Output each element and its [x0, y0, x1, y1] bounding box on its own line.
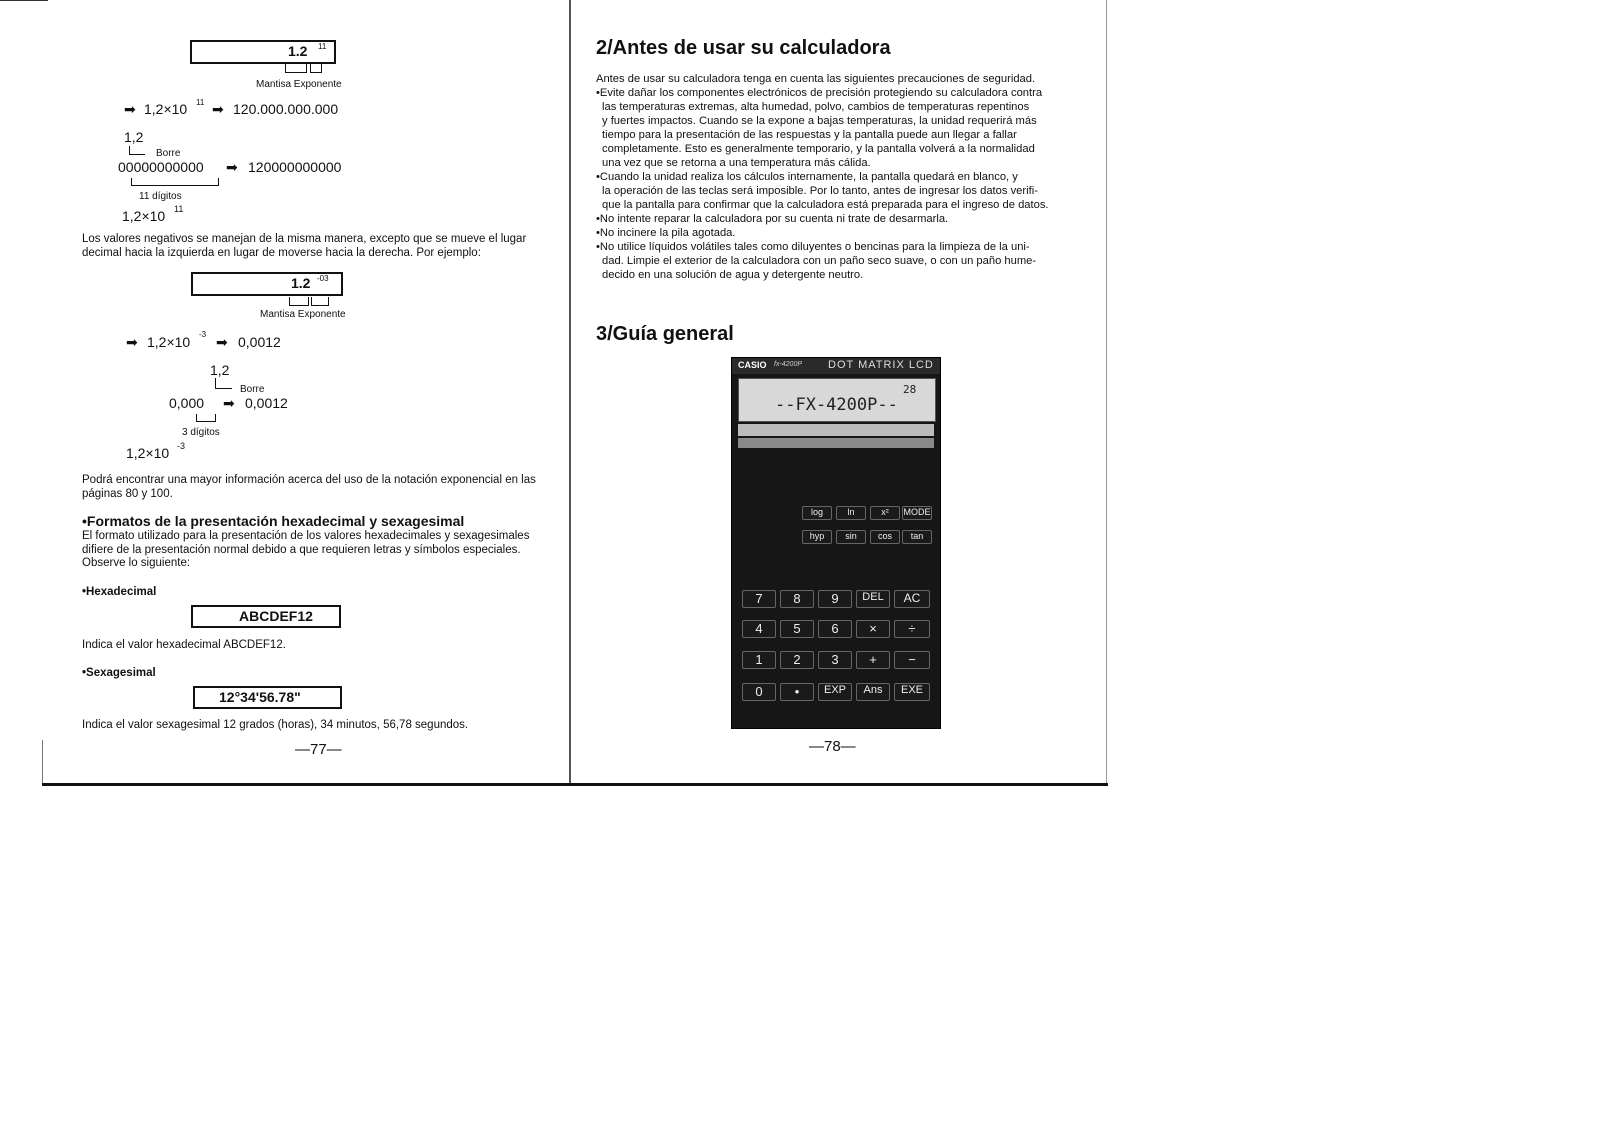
calculator-model: fx-4200P	[774, 361, 803, 368]
line1-exponent: 11	[196, 98, 205, 107]
key-log[interactable]: log	[802, 506, 832, 520]
sex-description: Indica el valor sexagesimal 12 grados (horas), 34 minutos, 56,78 segundos.	[82, 719, 469, 731]
key-exp[interactable]: EXP	[818, 683, 852, 701]
key-hyp[interactable]: hyp	[802, 530, 832, 544]
exponent-bracket-2	[311, 297, 329, 306]
label-sexagesimal: •Sexagesimal	[82, 667, 156, 679]
arrow-icon: ➡	[226, 159, 238, 175]
key-cos[interactable]: cos	[870, 530, 900, 544]
line1-expression: 1,2×10	[144, 101, 188, 117]
power-b: 1,2×10	[126, 445, 170, 461]
key-ac[interactable]: AC	[894, 590, 930, 608]
key-mode[interactable]: MODE	[902, 506, 932, 520]
left-page-edge	[42, 740, 43, 785]
heading-guia: 3/Guía general	[596, 323, 734, 345]
power-a-exponent: 11	[174, 204, 184, 214]
calculator-image	[731, 357, 941, 729]
eleven-digits-label: 11 dígitos	[139, 191, 182, 202]
key-exe[interactable]: EXE	[894, 683, 930, 701]
calculator-top-bar	[732, 358, 940, 374]
antes-line: •No utilice líquidos volátiles tales como diluyentes o bencinas para la limpieza de la uni-	[596, 241, 1030, 253]
key-ans[interactable]: Ans	[856, 683, 890, 701]
paragraph-antes	[596, 72, 1076, 282]
borre-pointer-a-h	[129, 154, 145, 155]
top-rule	[0, 0, 48, 1]
key-tan[interactable]: tan	[902, 530, 932, 544]
sex-display-box	[193, 686, 342, 709]
key-5[interactable]: 5	[780, 620, 814, 638]
antes-line: y fuertes impactos. Cuando se la expone a bajas temperaturas, la unidad requerirá más	[602, 115, 1037, 127]
key-2[interactable]: 2	[780, 651, 814, 669]
small-zero-value: 0,000	[169, 395, 205, 411]
key-x-squared[interactable]: x²	[870, 506, 900, 520]
value-1-2-a: 1,2	[124, 129, 144, 145]
key-9[interactable]: 9	[818, 590, 852, 608]
mantisa-exponente-label-2: Mantisa Exponente	[260, 309, 346, 320]
borre-pointer-b-h	[215, 388, 232, 389]
borre-label-a: Borre	[156, 148, 181, 159]
key-4[interactable]: 4	[742, 620, 776, 638]
antes-line: •No incinere la pila agotada.	[596, 227, 736, 239]
calculator-lcd-banner: DOT MATRIX LCD	[828, 359, 934, 371]
antes-line: •Evite dañar los componentes electrónicos de precisión protegiendo su calculadora contra	[596, 87, 1043, 99]
calculator-info-strip	[738, 424, 934, 436]
paragraph-podra: Podrá encontrar una mayor información acerca del uso de la notación exponencial en las páginas 80 y 100.	[82, 474, 536, 500]
arrow-icon: ➡	[223, 395, 235, 411]
display-box-2-exp: -03	[317, 274, 329, 283]
three-digits-bracket	[196, 414, 216, 422]
line2-expression: 1,2×10	[147, 334, 191, 350]
power-b-exponent: -3	[177, 441, 186, 451]
antes-line: una vez que se retorna a una temperatura más cálida.	[602, 157, 871, 169]
key-del[interactable]: DEL	[856, 590, 890, 608]
calculator-brand: CASIO	[738, 360, 767, 370]
key-sin[interactable]: sin	[836, 530, 866, 544]
calculator-display	[738, 378, 936, 422]
key-8[interactable]: 8	[780, 590, 814, 608]
antes-line: tiempo para la presentación de las respuestas y la pantalla puede aun llegar a fallar	[602, 129, 1017, 141]
antes-line: la operación de las teclas será imposible. Por lo tanto, antes de ingresar los datos verifi-	[602, 185, 1038, 197]
display-box-1-value: 1.2	[288, 43, 308, 59]
key-6[interactable]: 6	[818, 620, 852, 638]
bottom-border	[42, 783, 1108, 786]
key-divide[interactable]: ÷	[894, 620, 930, 638]
key-1[interactable]: 1	[742, 651, 776, 669]
key-plus[interactable]: +	[856, 651, 890, 669]
antes-line: que la pantalla para confirmar que la calculadora está preparada para el ingreso de datos.	[602, 199, 1049, 211]
eleven-digits-bracket	[131, 178, 219, 186]
line2-result: 0,0012	[238, 334, 281, 350]
display-box-2	[191, 272, 343, 296]
key-decimal[interactable]: •	[780, 683, 814, 701]
key-ln[interactable]: ln	[836, 506, 866, 520]
mantisa-bracket-2	[289, 297, 309, 306]
hex-display-box	[191, 605, 341, 628]
three-digits-label: 3 dígitos	[182, 427, 220, 438]
key-7[interactable]: 7	[742, 590, 776, 608]
label-hexadecimal: •Hexadecimal	[82, 586, 157, 598]
calculator-display-text: --FX-4200P--	[775, 395, 898, 415]
page-number-left: —77—	[295, 741, 342, 758]
exponent-bracket-1	[310, 64, 322, 73]
antes-line: •No intente reparar la calculadora por su cuenta ni trate de desarmarla.	[596, 213, 949, 225]
paragraph-formato: El formato utilizado para la presentación de los valores hexadecimales y sexagesimales difiere de la presentación normal debido a que requieren letras y símbolos especiales. Observe lo siguiente:	[82, 530, 530, 570]
page-number-right: —78—	[809, 738, 856, 755]
line2-exponent: -3	[199, 330, 207, 339]
key-3[interactable]: 3	[818, 651, 852, 669]
borre-label-b: Borre	[240, 384, 265, 395]
small-zero-result: 0,0012	[245, 395, 288, 411]
antes-line: completamente. Esto es generalmente temporario, y la pantalla volverá a la normalidad	[602, 143, 1035, 155]
antes-line: dad. Limpie el exterior de la calculadora con un paño seco suave, o con un paño hume-	[602, 255, 1037, 267]
value-1-2-b: 1,2	[210, 362, 230, 378]
antes-line: Antes de usar su calculadora tenga en cuenta las siguientes precauciones de seguridad.	[596, 73, 1036, 85]
zeros-value: 00000000000	[118, 159, 204, 175]
display-box-1-exp: 11	[318, 42, 327, 51]
right-page-edge	[1106, 0, 1107, 786]
mantisa-exponente-label-1: Mantisa Exponente	[256, 79, 342, 90]
arrow-icon: ➡	[216, 334, 228, 350]
line1-result: 120.000.000.000	[233, 101, 339, 117]
zeros-result: 120000000000	[248, 159, 342, 175]
display-box-2-value: 1.2	[291, 275, 311, 291]
heading-antes: 2/Antes de usar su calculadora	[596, 37, 891, 59]
sex-display-value: 12°34'56.78"	[219, 689, 301, 705]
heading-formatos: •Formatos de la presentación hexadecimal y sexagesimal	[82, 513, 465, 529]
arrow-icon: ➡	[124, 101, 136, 117]
hex-description: Indica el valor hexadecimal ABCDEF12.	[82, 639, 286, 651]
antes-line: •Cuando la unidad realiza los cálculos internamente, la pantalla quedará en blanco, y	[596, 171, 1018, 183]
key-minus[interactable]: −	[894, 651, 930, 669]
calculator-mode-strip	[738, 438, 934, 448]
antes-line: decido en una solución de agua y detergente neutro.	[602, 269, 864, 281]
calculator-display-number: 28	[903, 383, 917, 396]
key-multiply[interactable]: ×	[856, 620, 890, 638]
hex-display-value: ABCDEF12	[239, 608, 313, 624]
mantisa-bracket-1	[285, 64, 307, 73]
key-0[interactable]: 0	[742, 683, 776, 701]
display-box-1	[190, 40, 336, 64]
arrow-icon: ➡	[212, 101, 224, 117]
page-spine	[569, 0, 571, 786]
antes-line: las temperaturas extremas, alta humedad, polvo, cambios de temperaturas repentinos	[602, 101, 1030, 113]
arrow-icon: ➡	[126, 334, 138, 350]
power-a: 1,2×10	[122, 208, 166, 224]
paragraph-negativos: Los valores negativos se manejan de la misma manera, excepto que se mueve el lugar decimal hacia la izquierda en lugar de moverse hacia la derecha. Por ejemplo:	[82, 233, 527, 259]
